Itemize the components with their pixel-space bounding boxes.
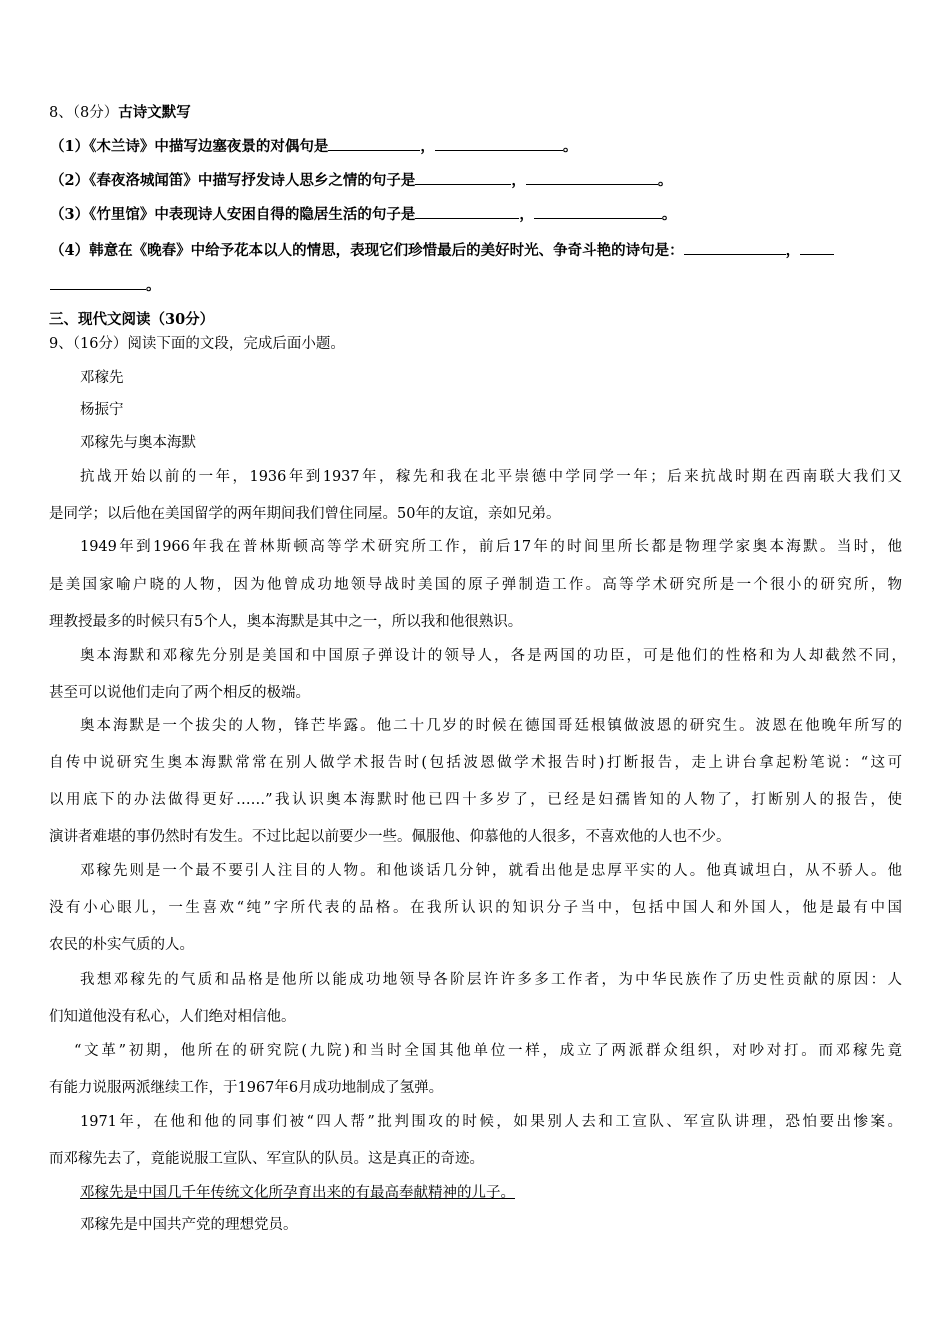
- body-line: 以用底下的办法做得更好……”我认识奥本海默时他已四十多岁了，已经是妇孺皆知的人物了，打断别人的报告，使: [49, 792, 902, 808]
- answer-blank[interactable]: [435, 136, 563, 151]
- period: 。: [657, 172, 673, 189]
- body-line: 奥本海默和邓稼先分别是美国和中国原子弹设计的领导人，各是两国的功臣，可是他们的性格和为人却截然不同，: [80, 648, 906, 664]
- body-line: 们知道他没有私心，人们绝对相信他。: [49, 1009, 296, 1025]
- body-line: 甚至可以说他们走向了两个相反的极端。: [49, 685, 310, 701]
- q8-item-1-text: （1）《木兰诗》中描写边塞夜景的对偶句是: [50, 138, 329, 155]
- q8-header: [49, 103, 191, 123]
- period: 。: [146, 277, 161, 294]
- body-line: 我想邓稼先的气质和品格是他所以能成功地领导各阶层许许多多工作者，为中华民族作了历史性贡献的原因：人: [80, 972, 902, 988]
- separator: ，: [511, 172, 526, 189]
- answer-blank[interactable]: [415, 170, 511, 185]
- q8-item-4: [50, 240, 834, 261]
- body-line: 没有小心眼儿，一生喜欢“纯”字所代表的品格。在我所认识的知识分子当中，包括中国人和外国人，他是最有中国: [49, 900, 902, 916]
- q8-item-2-text: （2）《春夜洛城闻笛》中描写抒发诗人思乡之情的句子是: [50, 172, 416, 189]
- q8-item-2: [50, 170, 672, 191]
- answer-blank[interactable]: [526, 170, 658, 185]
- separator: ，: [519, 206, 534, 223]
- period: 。: [562, 138, 578, 155]
- body-line: 奥本海默是一个拔尖的人物，锋芒毕露。他二十几岁的时候在德国哥廷根镇做波恩的研究生。波恩在他晚年所写的: [80, 718, 902, 734]
- article-author: 杨振宁: [80, 402, 124, 418]
- body-line: 农民的朴实气质的人。: [49, 937, 194, 953]
- separator: ，: [785, 242, 801, 259]
- answer-blank[interactable]: [50, 275, 146, 290]
- answer-blank[interactable]: [328, 136, 420, 151]
- body-line: 有能力说服两派继续工作，于1967年6月成功地制成了氢弹。: [49, 1080, 444, 1096]
- body-line: 演讲者难堪的事仍然时有发生。不过比起以前要少一些。佩服他、仰慕他的人很多，不喜欢他的人也不少。: [49, 829, 731, 845]
- body-line: 理教授最多的时候只有5个人，奥本海默是其中之一，所以我和他很熟识。: [49, 614, 523, 630]
- period: 。: [661, 206, 677, 223]
- answer-blank[interactable]: [684, 240, 786, 255]
- answer-blank[interactable]: [800, 240, 834, 255]
- body-line: 1971年，在他和他的同事们被“四人帮”批判围攻的时候，如果别人去和工宣队、军宣队讲理，恐怕要出惨案。: [80, 1114, 902, 1130]
- q8-title: 古诗文默写: [118, 104, 191, 121]
- section-3-title: 三、现代文阅读（30分）: [49, 311, 215, 328]
- body-line: 而邓稼先去了，竟能说服工宣队、军宣队的队员。这是真正的奇迹。: [49, 1151, 484, 1167]
- body-line: 是美国家喻户晓的人物，因为他曾成功地领导战时美国的原子弹制造工作。高等学术研究所是一个很小的研究所，物: [49, 577, 902, 593]
- body-line: 邓稼先是中国共产党的理想党员。: [80, 1217, 298, 1233]
- q8-item-3-text: （3）《竹里馆》中表现诗人安困自得的隐居生活的句子是: [50, 206, 416, 223]
- separator: ，: [420, 138, 435, 155]
- q8-item-1: [50, 136, 577, 157]
- answer-blank[interactable]: [415, 204, 519, 219]
- q8-item-4-continued: [50, 275, 161, 296]
- body-line: “文革”初期，他所在的研究院(九院)和当时全国其他单位一样，成立了两派群众组织，对吵对打。而邓稼先竟: [74, 1043, 902, 1059]
- body-line: 是同学；以后他在美国留学的两年期间我们曾住同屋。50年的友谊，亲如兄弟。: [49, 506, 561, 522]
- body-line: 邓稼先则是一个最不要引人注目的人物。和他谈话几分钟，就看出他是忠厚平实的人。他真诚坦白，从不骄人。他: [80, 863, 902, 879]
- answer-blank[interactable]: [534, 204, 662, 219]
- body-line: 1949年到1966年我在普林斯顿高等学术研究所工作，前后17年的时间里所长都是物理学家奥本海默。当时，他: [80, 539, 902, 555]
- q9-header: 9、（16分）阅读下面的文段，完成后面小题。: [49, 336, 345, 352]
- body-line: 抗战开始以前的一年，1936年到1937年，稼先和我在北平崇德中学同学一年；后来抗战时期在西南联大我们又: [80, 469, 902, 485]
- article-subtitle: 邓稼先与奥本海默: [80, 435, 196, 451]
- article-title: 邓稼先: [80, 370, 124, 386]
- underlined-sentence: 邓稼先是中国几千年传统文化所孕育出来的有最高奉献精神的儿子。: [80, 1185, 515, 1201]
- q8-item-4-text: （4）韩意在《晚春》中给予花本以人的情思，表现它们珍惜最后的美好时光、争奇斗艳的诗句是：: [50, 242, 684, 259]
- q8-number: 8、（8分）: [49, 105, 119, 121]
- body-line: 自传中说研究生奥本海默常常在别人做学术报告时(包括波恩做学术报告时)打断报告，走上讲台拿起粉笔说：“这可: [49, 755, 902, 771]
- q8-item-3: [50, 204, 676, 225]
